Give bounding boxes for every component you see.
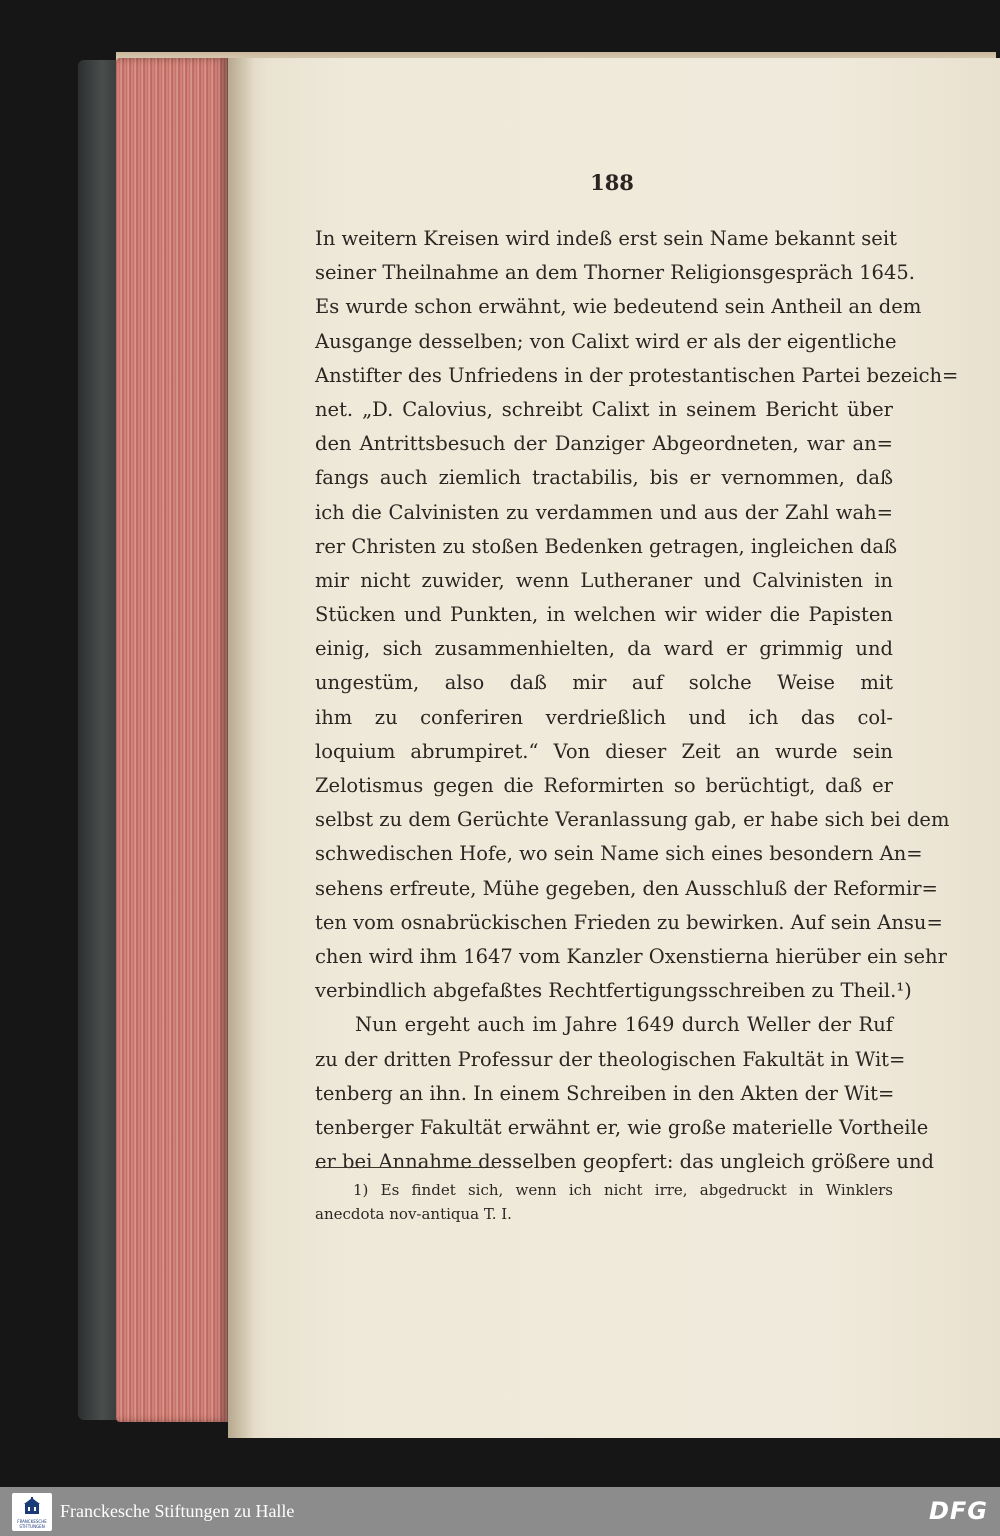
footnote-line: anecdota nov-antiqua T. I. xyxy=(315,1205,512,1223)
text-line: Anstifter des Unfriedens in der protestantischen Partei bezeich= xyxy=(315,363,959,387)
logo-caption xyxy=(12,1520,52,1529)
text-line: Es wurde schon erwähnt, wie bedeutend sein Antheil an dem xyxy=(315,295,922,319)
text-line: ten vom osnabrückischen Frieden zu bewirken. Auf sein Ansu= xyxy=(315,910,943,934)
text-line: Stücken und Punkten, in welchen wir wider die Papisten xyxy=(315,603,893,627)
text-line: Zelotismus gegen die Reformirten so berüchtigt, daß er xyxy=(315,774,893,797)
text-line: chen wird ihm 1647 vom Kanzler Oxenstierna hierüber ein sehr xyxy=(315,944,947,968)
text-line: ihm zu conferiren verdrießlich und ich das col- xyxy=(315,705,893,729)
text-line: fangs auch ziemlich tractabilis, bis er vernommen, daß xyxy=(315,466,893,490)
footnote-divider xyxy=(315,1167,493,1168)
logo-caption-line: FRANCKESCHE xyxy=(17,1519,47,1524)
text-line: tenberger Fakultät erwähnt er, wie große materielle Vortheile xyxy=(315,1115,929,1139)
text-line: ungestüm, also daß mir auf solche Weise mit xyxy=(315,671,893,695)
text-line: rer Christen zu stoßen Bedenken getragen, ingleichen daß xyxy=(315,534,898,558)
text-line: loquium abrumpiret.“ Von dieser Zeit an wurde sein xyxy=(315,739,893,763)
logo-caption-line: STIFTUNGEN xyxy=(19,1523,45,1529)
text-line: zu der dritten Professur der theologischen Fakultät in Wit= xyxy=(315,1047,906,1071)
institution-emblem-icon xyxy=(24,1497,40,1515)
dfg-logo[interactable]: DFG xyxy=(928,1497,988,1525)
viewer-footer-bar xyxy=(0,1487,1000,1536)
text-line: Nun ergeht auch im Jahre 1649 durch Weller der Ruf xyxy=(355,1013,893,1037)
red-page-edges xyxy=(116,58,228,1422)
page-number: 188 xyxy=(590,170,634,195)
text-line: einig, sich zusammenhielten, da ward er grimmig und xyxy=(315,637,893,661)
text-line: verbindlich abgefaßtes Rechtfertigungsschreiben zu Theil.¹) xyxy=(315,979,912,1003)
footnote-line: 1) Es findet sich, wenn ich nicht irre, abgedruckt in Winklers xyxy=(353,1181,893,1199)
text-line: tenberg an ihn. In einem Schreiben in den Akten der Wit= xyxy=(315,1081,895,1105)
text-line: schwedischen Hofe, wo sein Name sich eines besondern An= xyxy=(315,842,923,866)
text-line: net. „D. Calovius, schreibt Calixt in seinem Bericht über xyxy=(315,397,893,421)
text-line: seiner Theilnahme an dem Thorner Religionsgespräch 1645. xyxy=(315,261,915,285)
body-text xyxy=(315,222,959,1179)
text-line: sehens erfreute, Mühe gegeben, den Ausschluß der Reformir= xyxy=(315,876,938,900)
text-line: mir nicht zuwider, wenn Lutheraner und Calvinisten in xyxy=(315,568,893,592)
footnotes xyxy=(315,1178,893,1226)
franckesche-stiftungen-logo-icon[interactable] xyxy=(12,1493,52,1531)
text-line: er bei Annahme desselben geopfert: das ungleich größere und xyxy=(315,1150,935,1174)
text-line: selbst zu dem Gerüchte Veranlassung gab, er habe sich bei dem xyxy=(315,808,950,832)
text-line: den Antrittsbesuch der Danziger Abgeordneten, war an= xyxy=(315,432,893,456)
text-line: In weitern Kreisen wird indeß erst sein Name bekannt seit xyxy=(315,227,897,250)
institution-name[interactable]: Franckesche Stiftungen zu Halle xyxy=(60,1501,295,1521)
text-line: ich die Calvinisten zu verdammen und aus der Zahl wah= xyxy=(315,500,893,524)
text-line: Ausgange desselben; von Calixt wird er als der eigentliche xyxy=(315,329,897,353)
